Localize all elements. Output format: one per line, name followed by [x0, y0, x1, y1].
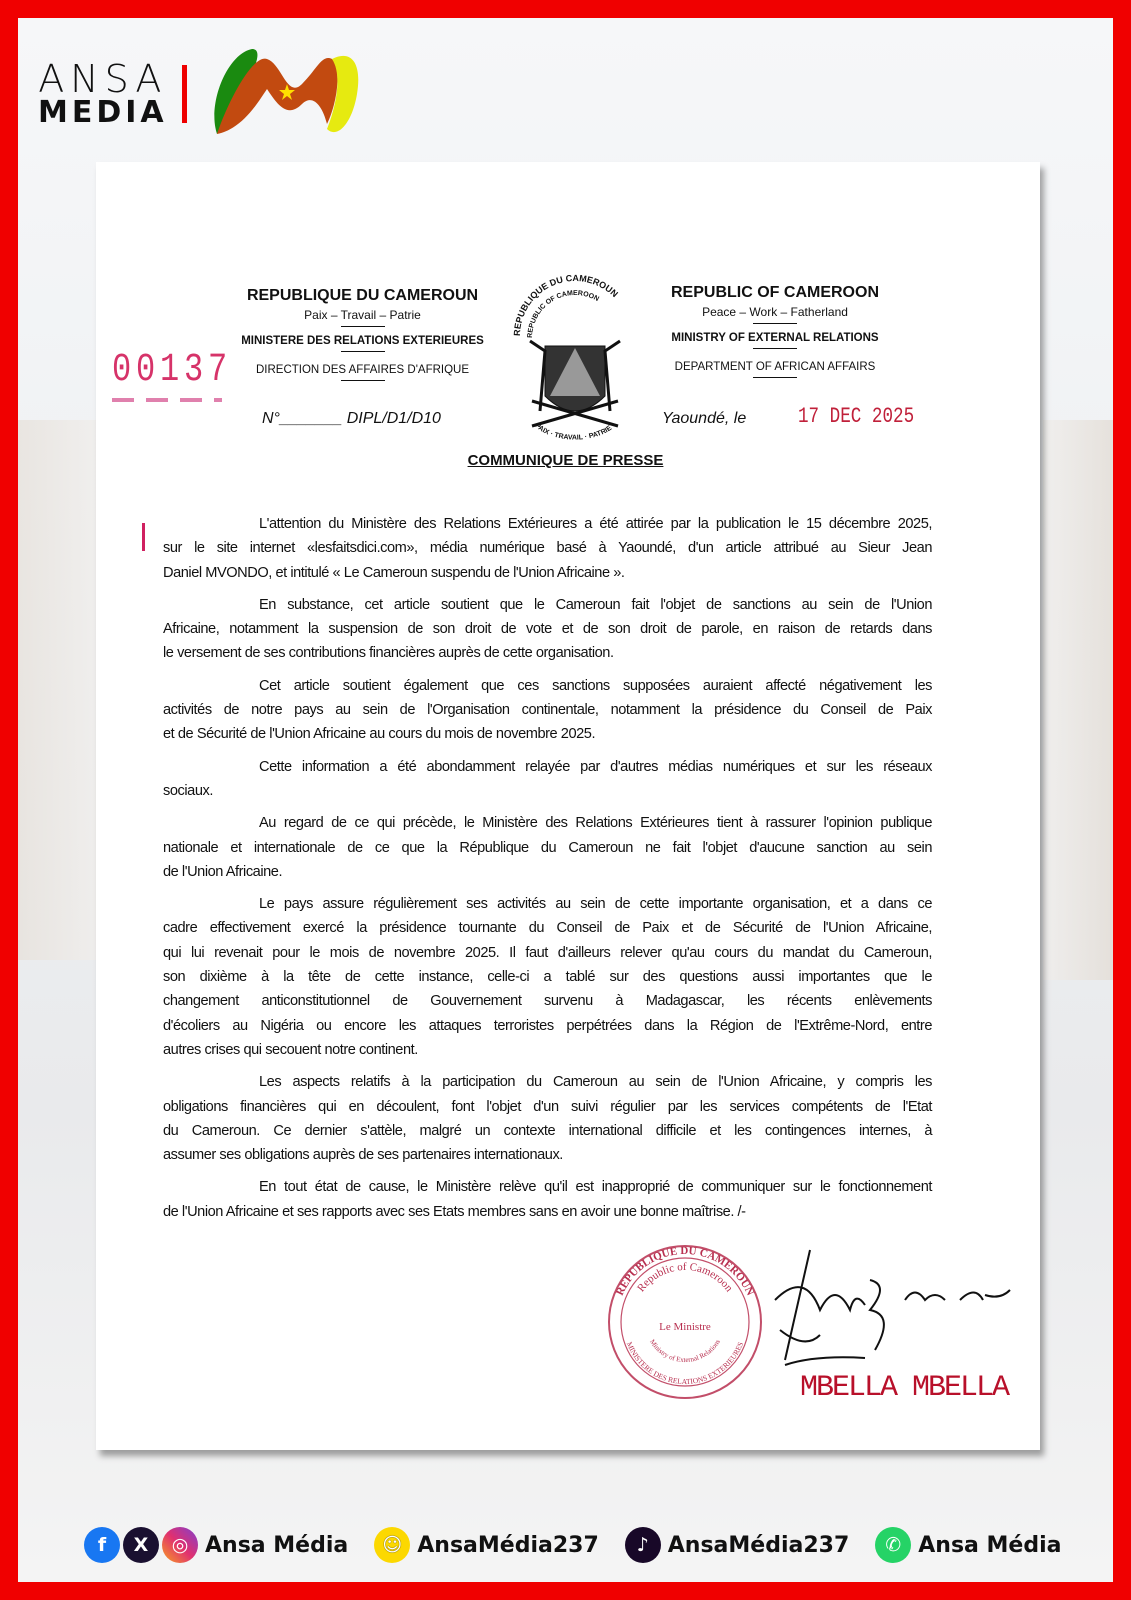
reference-number: N°_______ DIPL/D1/D10	[262, 410, 441, 427]
m-logo-icon	[207, 44, 367, 144]
paragraph-line: En substance, cet article soutient que le Cameroun fait l'objet de sanctions au sein de l'Union	[259, 596, 932, 613]
department-fr: DIRECTION DES AFFAIRES D'AFRIQUE	[255, 364, 470, 376]
motto-en: Peace – Work – Fatherland	[702, 305, 848, 319]
whatsapp-icon[interactable]: ✆	[875, 1527, 911, 1563]
signatory-name: MBELLA MBELLA	[800, 1371, 1010, 1405]
paragraph	[163, 755, 932, 804]
social-label: AnsaMédia237	[417, 1532, 599, 1558]
paragraph-line: Cette information a été abondamment relayée par d'autres médias numériques et sur les réseaux	[259, 758, 932, 775]
paragraph	[163, 512, 932, 585]
paragraph-line: Daniel MVONDO, et intitulé « Le Cameroun suspendu de l'Union Africaine ».	[163, 564, 625, 581]
logo-ansa: ANSA	[38, 57, 168, 101]
paragraph-line: qui lui revenait pour le mois de novembre 2025. Il faut d'ailleurs relever qu'au cours du mandat du Cameroun,	[163, 944, 932, 961]
social-label: Ansa Média	[918, 1532, 1062, 1558]
seal-text: MINISTERE DES RELATIONS EXTERIEURES	[624, 1340, 746, 1387]
divider	[753, 348, 797, 349]
social-label: Ansa Média	[205, 1532, 349, 1558]
paragraph-line: de l'Union Africaine.	[163, 863, 283, 880]
paragraph	[163, 593, 932, 666]
department-en: DEPARTMENT OF AFRICAN AFFAIRS	[674, 361, 876, 373]
paragraph	[163, 674, 932, 747]
social-label: AnsaMédia237	[667, 1532, 850, 1558]
x-icon[interactable]: X	[123, 1527, 159, 1563]
logo-media: MEDIA	[38, 95, 168, 130]
paragraph	[163, 892, 932, 1062]
paragraph-line: du Cameroun. Ce dernier s'attèle, malgré un contexte international difficile et les contingences internes, à	[163, 1122, 932, 1139]
document-title: COMMUNIQUE DE PRESSE	[467, 452, 664, 469]
registration-number-stamp: 00137	[112, 348, 233, 393]
social-footer	[84, 1527, 1088, 1563]
social-group-whatsapp[interactable]	[875, 1527, 1061, 1563]
ministry-fr: MINISTERE DES RELATIONS EXTERIEURES	[241, 335, 484, 347]
paragraph-line: d'écoliers au Nigéria ou encore les attaques terroristes perpétrées dans la Région de l'Extrême-Nord, entre	[163, 1017, 932, 1034]
paragraph-line: assumer ses obligations auprès de ses partenaires internationaux.	[163, 1147, 563, 1164]
divider	[341, 326, 385, 327]
paragraph-line: Le pays assure régulièrement ses activités au sein de cette importante organisation, et a dans ce	[259, 896, 932, 913]
paragraph-line: changement anticonstitutionnel de Gouvernement survenu à Madagascar, les récents enlèvements	[163, 993, 932, 1010]
social-group-facebook-x-instagram[interactable]	[84, 1527, 348, 1563]
paragraph	[163, 1070, 932, 1167]
paragraph-line: En tout état de cause, le Ministère relève qu'il est inapproprié de communiquer sur le fonctionnement	[259, 1179, 932, 1196]
margin-mark	[142, 523, 145, 551]
seal-text: Le Ministre	[659, 1321, 711, 1333]
paragraph-line: Cet article soutient également que ces sanctions supposées auraient affecté négativement les	[259, 677, 932, 694]
motto-fr: Paix – Travail – Patrie	[304, 308, 421, 322]
paragraph-line: autres crises qui secouent notre continent.	[163, 1041, 418, 1058]
ansa-media-logo	[38, 44, 367, 144]
paragraph-line: son dixième à la tête de cette instance, celle-ci a tablé sur des questions aussi importantes que le	[163, 969, 932, 986]
divider	[341, 351, 385, 352]
svg-text:PAIX · TRAVAIL · PATRIE	[533, 422, 613, 441]
divider	[753, 377, 797, 378]
country-fr: REPUBLIQUE DU CAMEROUN	[246, 287, 479, 304]
paragraph-line: le versement de ses contributions financières auprès de cette organisation.	[163, 645, 614, 662]
date-stamp: 17 DEC 2025	[798, 404, 915, 429]
paragraph-line: Les aspects relatifs à la participation du Cameroun au sein de l'Union Africaine, y compris les	[259, 1074, 932, 1091]
emblem-text: REPUBLIC OF CAMEROON	[526, 289, 600, 339]
paragraph	[163, 811, 932, 884]
place-label: Yaoundé, le	[662, 410, 747, 427]
tiktok-icon[interactable]: ♪	[625, 1527, 661, 1563]
seal-text: Ministry of External Relations	[648, 1337, 722, 1365]
paragraph-line: sur le site internet «lesfaitsdici.com», média numérique basé à Yaoundé, d'un article attribué au Sieur Jean	[163, 540, 932, 557]
paragraph-line: activités de notre pays au sein de l'Organisation continentale, notamment la présidence du Conseil de Paix	[163, 702, 932, 719]
instagram-icon[interactable]: ◎	[162, 1527, 198, 1563]
letterhead-left	[215, 287, 510, 381]
country-en: REPUBLIC OF CAMEROON	[671, 284, 879, 301]
facebook-icon[interactable]: f	[84, 1527, 120, 1563]
stamp-marks	[112, 398, 222, 402]
paragraph-line: cadre effectivement exercé la présidence tournante du Conseil de Paix et de Sécurité de l'Union Africaine,	[163, 920, 932, 937]
paragraph-line: obligations financières qui en découlent, font l'objet d'un suivi régulier par les services compétents de l'Etat	[163, 1098, 932, 1115]
background-building	[1043, 420, 1113, 980]
logo-text	[38, 57, 168, 130]
background-building	[18, 420, 98, 960]
svg-text:Ministry of External Relations	[648, 1338, 722, 1364]
signature-block	[605, 1240, 1025, 1410]
paragraph-line: nationale et internationale de ce que la République du Cameroun ne fait l'objet d'aucune sanction au sein	[163, 839, 932, 856]
emblem-text: PAIX · TRAVAIL · PATRIE	[533, 422, 614, 442]
paragraph-line: Africaine, notamment la suspension de son droit de vote et de son droit de parole, en raison de retards dans	[163, 621, 932, 638]
svg-text:REPUBLIQUE DU CAMEROUN	[511, 272, 620, 339]
social-group-tiktok[interactable]	[625, 1527, 850, 1563]
paragraph	[163, 1175, 932, 1224]
ministry-en: MINISTRY OF EXTERNAL RELATIONS	[671, 332, 879, 344]
document-body	[163, 512, 932, 1232]
paragraph-line: Au regard de ce qui précède, le Ministère des Relations Extérieures tient à rassurer l'opinion publique	[259, 815, 932, 832]
seal-text: Republic of Cameroon	[635, 1260, 735, 1295]
handwritten-signature	[775, 1250, 1010, 1365]
logo-separator	[182, 65, 187, 123]
paragraph-line: et de Sécurité de l'Union Africaine au cours du mois de novembre 2025.	[163, 726, 596, 743]
coat-of-arms-icon	[500, 256, 650, 456]
paragraph-line: de l'Union Africaine et ses rapports avec ses Etats membres sans en avoir une bonne maîtrise. /-	[163, 1203, 746, 1220]
social-group-snapchat[interactable]	[374, 1527, 599, 1563]
divider	[341, 380, 385, 381]
snapchat-icon[interactable]: ☺	[374, 1527, 410, 1563]
paragraph-line: L'attention du Ministère des Relations Extérieures a été attirée par la publication le 15 décembre 2025,	[259, 516, 932, 532]
paragraph-line: sociaux.	[163, 782, 213, 799]
divider	[753, 323, 797, 324]
emblem-text: REPUBLIQUE DU CAMEROUN	[511, 272, 620, 337]
letterhead-right	[640, 284, 910, 378]
seal-text: REPUBLIQUE DU CAMEROUN	[613, 1244, 757, 1298]
